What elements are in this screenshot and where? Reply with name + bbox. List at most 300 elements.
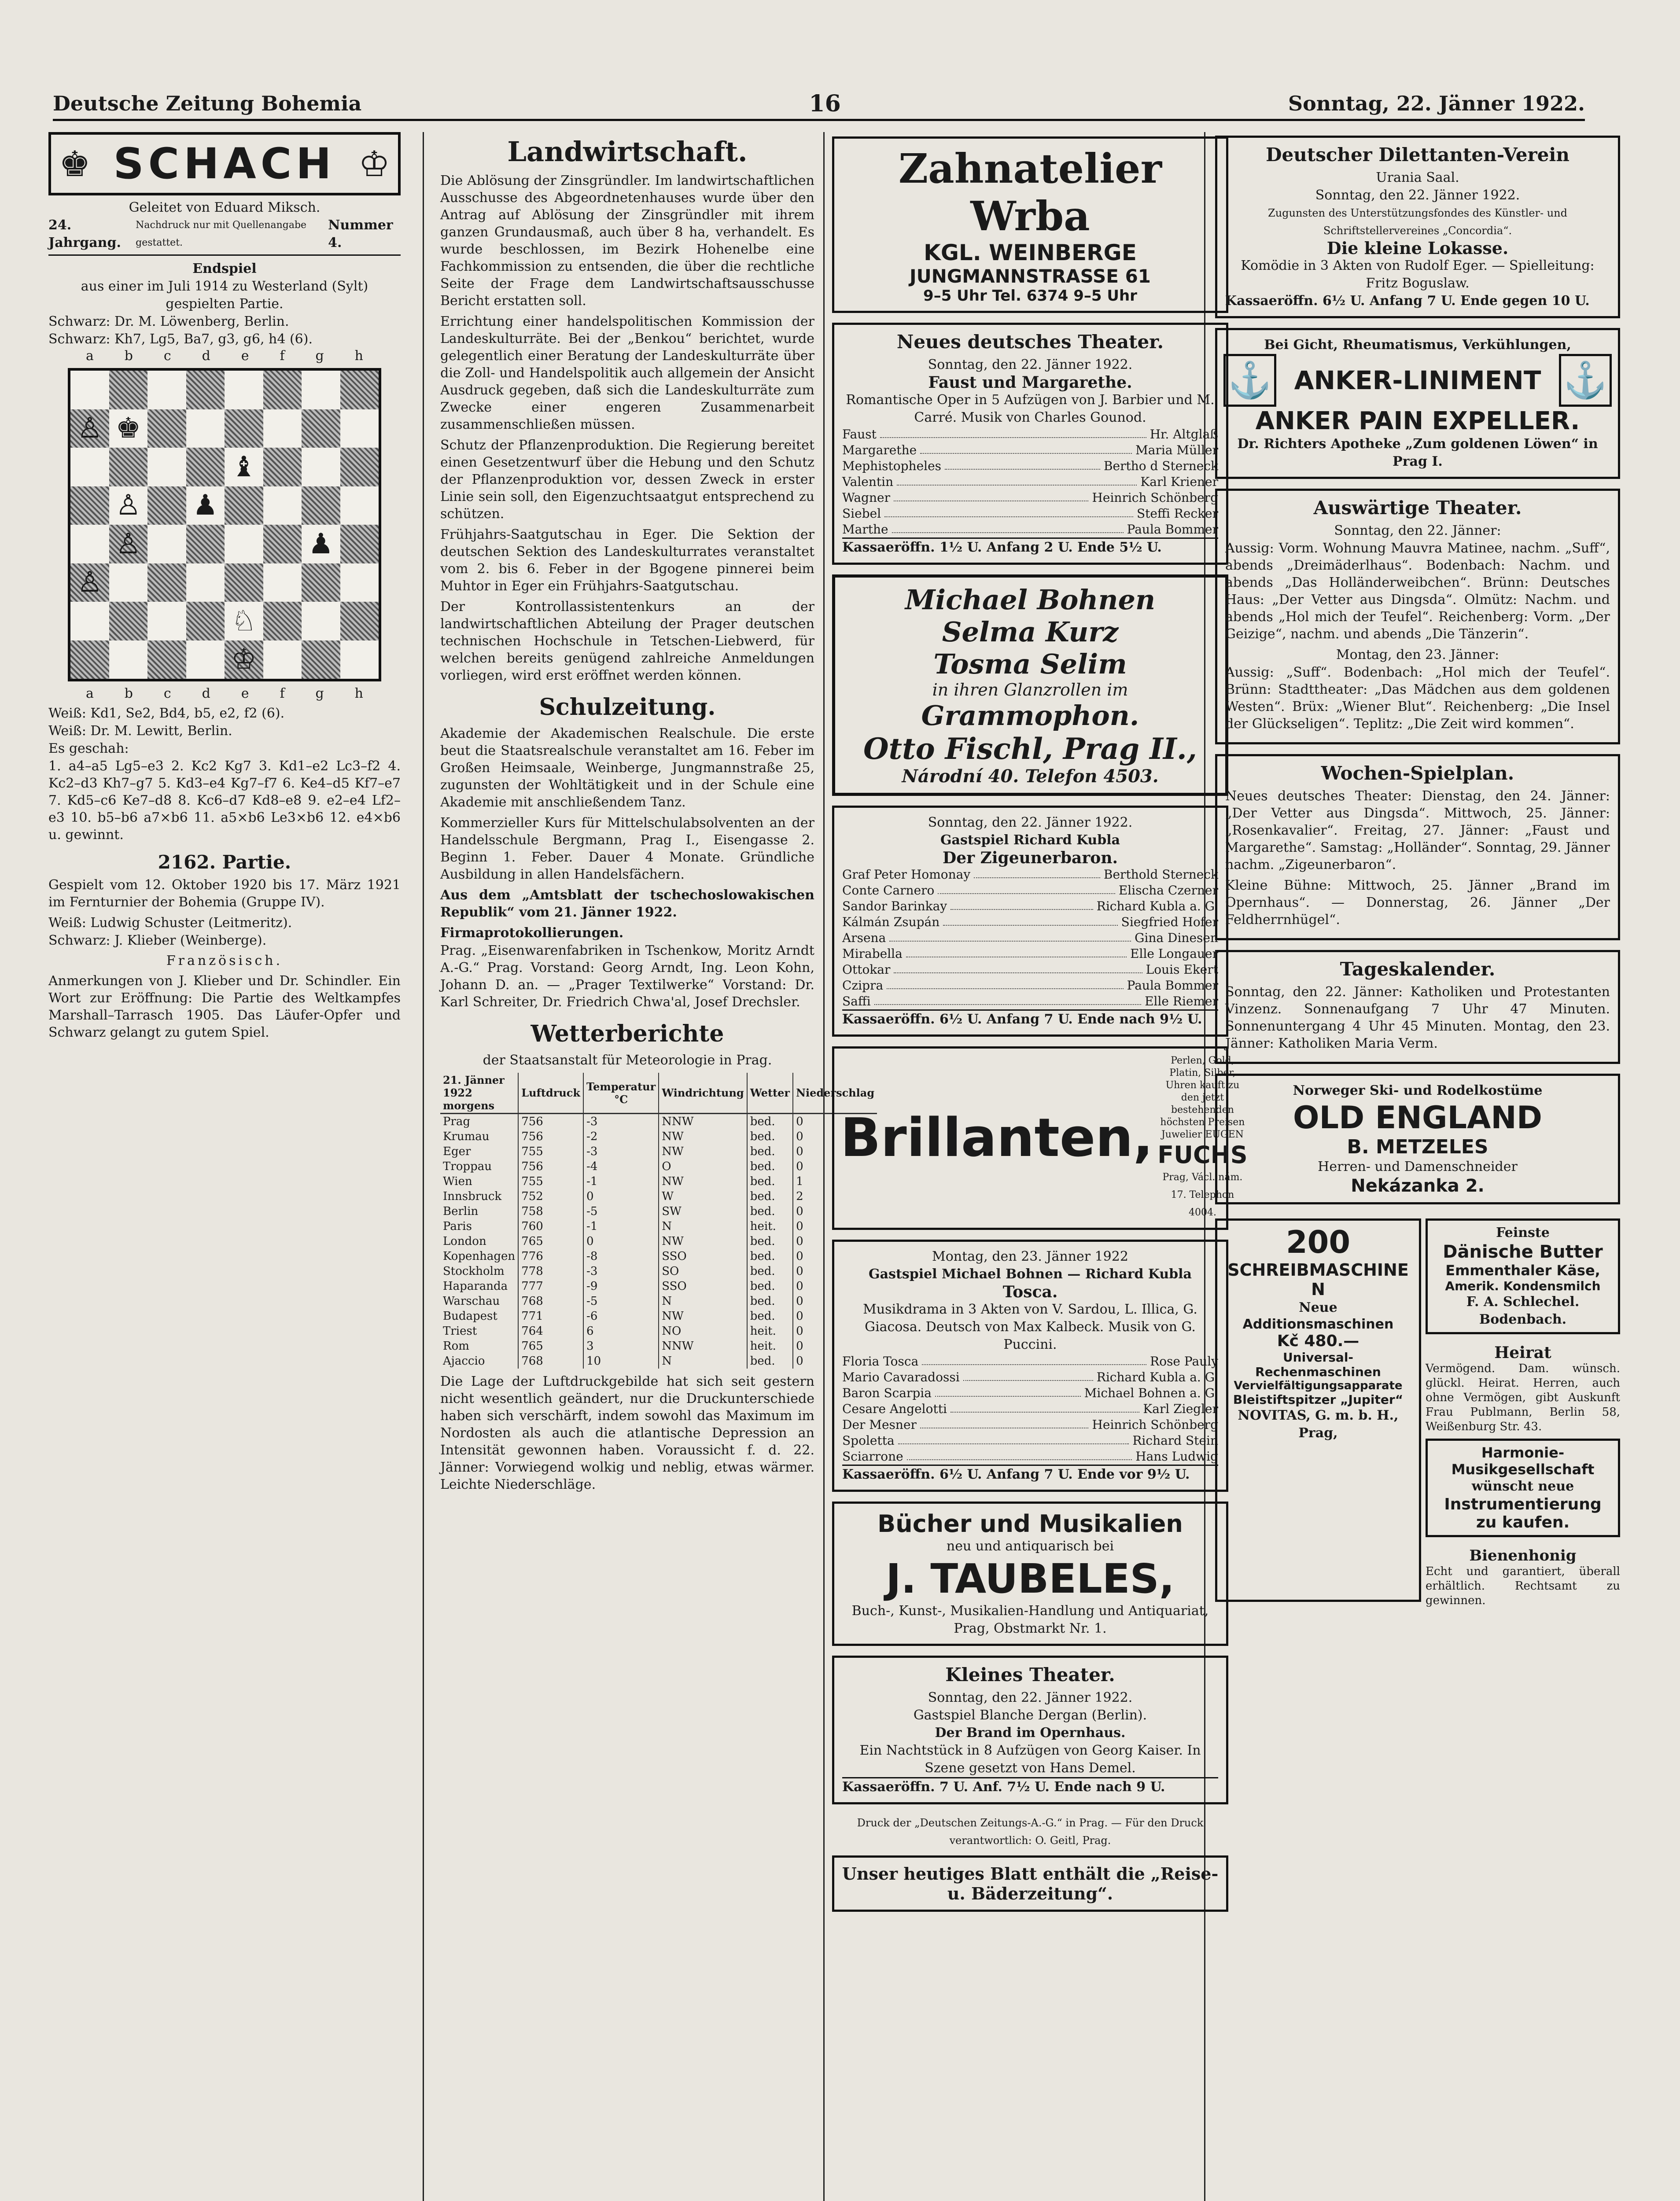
weather-value: heit. xyxy=(747,1219,793,1234)
kleines-theater-program xyxy=(832,1656,1228,1804)
weather-value: 0 xyxy=(793,1294,877,1309)
zigeuner-guest: Gastspiel Richard Kubla xyxy=(940,832,1120,848)
board-square xyxy=(302,602,340,640)
weather-value: 0 xyxy=(793,1264,877,1279)
board-square xyxy=(263,525,302,563)
cast-actor: Siegfried Hofer xyxy=(1121,915,1218,929)
right-column xyxy=(1215,132,1620,2201)
partie-info: Gespielt vom 12. Oktober 1920 bis 17. März 1921 im Fernturnier der Bohemia (Gruppe IV). xyxy=(48,877,401,910)
fuchs-address: Prag, Václ. nám. 17. Telephon 4004. xyxy=(1162,1172,1243,1218)
wrba-place: KGL. WEINBERGE xyxy=(924,240,1137,265)
schreib-count: 200 xyxy=(1286,1224,1351,1260)
weather-row xyxy=(440,1294,877,1309)
taubeles-headline: Bücher und Musikalien xyxy=(877,1510,1183,1538)
cast-actor: Elle Riemer xyxy=(1145,994,1218,1008)
board-square xyxy=(263,563,302,602)
board-square xyxy=(302,371,340,409)
weather-row xyxy=(440,1114,877,1130)
weather-value: 0 xyxy=(793,1279,877,1294)
neues-theater-info: Romantische Oper in 5 Aufzügen von J. Barbier und M. Carré. Musik von Charles Gounod. xyxy=(846,392,1215,425)
ad-product: Grammophon. xyxy=(921,699,1139,732)
weather-value: 0 xyxy=(583,1234,659,1249)
schreib-price: Kč 480.— xyxy=(1277,1332,1359,1350)
board-square xyxy=(302,448,340,486)
wochen-spielplan xyxy=(1215,754,1620,940)
board-square xyxy=(70,448,109,486)
weather-value: 3 xyxy=(583,1339,659,1354)
weather-subtitle: der Staatsanstalt für Meteorologie in Prag. xyxy=(483,1053,772,1068)
board-square xyxy=(263,602,302,640)
board-square xyxy=(225,448,263,486)
board-square xyxy=(109,525,148,563)
board-square xyxy=(340,409,379,448)
cast-row xyxy=(842,474,1218,490)
weather-row xyxy=(440,1339,877,1354)
tosca-info: Musikdrama in 3 Akten von V. Sardou, L. Illica, G. Giacosa. Deutsch von Max Kalbeck. Musik von G. Puccini. xyxy=(863,1302,1197,1352)
weather-station: Berlin xyxy=(443,1205,479,1218)
tosca-date: Montag, den 23. Jänner 1922 xyxy=(932,1249,1128,1264)
weather-value: NW xyxy=(659,1144,747,1159)
board-square xyxy=(225,640,263,679)
weather-value: 1 xyxy=(793,1174,877,1189)
weather-value: -5 xyxy=(583,1204,659,1219)
weather-row xyxy=(440,1174,877,1189)
dilettanten-info: Komödie in 3 Akten von Rudolf Eger. — Spielleitung: Fritz Boguslaw. xyxy=(1241,258,1595,291)
partie-number: 2162. Partie. xyxy=(158,851,291,873)
weather-value: 755 xyxy=(518,1144,583,1159)
weather-value: 6 xyxy=(583,1324,659,1339)
weather-title: Wetterberichte xyxy=(531,1020,724,1047)
anker-ad xyxy=(1215,328,1620,479)
board-square xyxy=(70,563,109,602)
weather-value: NNW xyxy=(659,1339,747,1354)
board-square xyxy=(109,371,148,409)
board-square xyxy=(302,640,340,679)
board-square xyxy=(186,640,225,679)
chess-piece-icon: ♘ xyxy=(231,604,257,637)
brillanten-headline: Brillanten, xyxy=(840,1108,1153,1169)
agriculture-paragraph: Errichtung einer handelspolitischen Kommission der Landeskulturräte. Bei der „Benkou“ berichtet, wurde gelegentlich einer Beratung der Landeskulturräte über die Zoll- und Handelspolitik auch allgemein der Ansicht Ausdruck gegeben, daß sich die Landeskulturräte zum Zwecke einer engeren Zusammenarbeit zusammenschließen müssen. xyxy=(440,314,814,432)
cast-row xyxy=(842,1401,1218,1417)
weather-value: O xyxy=(659,1159,747,1174)
board-square xyxy=(70,486,109,525)
firmen-title: Firmaprotokollierungen. xyxy=(440,925,624,941)
weather-value: W xyxy=(659,1189,747,1204)
black-player: Schwarz: Dr. M. Löwenberg, Berlin. xyxy=(48,314,289,329)
ad-artist-name: Michael Bohnen xyxy=(905,584,1156,616)
neues-theater-title: Neues deutsches Theater. xyxy=(896,331,1164,353)
weather-value: bed. xyxy=(747,1249,793,1264)
tages-title: Tageskalender. xyxy=(1340,958,1496,980)
weather-value: heit. xyxy=(747,1324,793,1339)
cast-role: Der Mesner xyxy=(842,1417,917,1432)
harmonie-name: Instrumentierung xyxy=(1444,1495,1602,1513)
cast-role: Wagner xyxy=(842,490,890,505)
weather-value: 755 xyxy=(518,1174,583,1189)
dilettanten-place: Urania Saal. xyxy=(1376,170,1459,185)
cast-actor: Richard Kubla a. G. xyxy=(1096,899,1218,913)
wrba-hours: 9–5 Uhr Tel. 6374 9–5 Uhr xyxy=(923,287,1137,305)
weather-station: Ajaccio xyxy=(443,1354,485,1368)
old-england-top: Norweger Ski- und Rodelkostüme xyxy=(1293,1083,1543,1098)
weather-value: NW xyxy=(659,1174,747,1189)
chess-section-title: SCHACH xyxy=(113,139,336,188)
dilettanten-text: Zugunsten des Unterstützungsfondes des Künstler- und Schriftstellervereines „Concordia“. xyxy=(1268,207,1567,237)
dilettanten-program xyxy=(1215,136,1620,318)
agriculture-paragraph: Die Ablösung der Zinsgründler. Im landwirtschaftlichen Ausschusse des Abgeordnetenhauses wurde über den Antrag auf Ablösung der Zinsgründler mit ihrem ganzen Grundausmaß, auch über 8 ha, verhandelt. Es wurde beschlossen, im Bezirk Hohenelbe eine Fachkommission zu entsenden, die über die rechtliche Seite der Frage dem Landwirtschaftsausschusse Bericht erstatten soll. xyxy=(440,173,814,309)
weather-row xyxy=(440,1279,877,1294)
board-square xyxy=(225,409,263,448)
weather-station: Innsbruck xyxy=(443,1190,502,1203)
weather-station: Haparanda xyxy=(443,1280,508,1293)
partie-white: Weiß: Ludwig Schuster (Leitmeritz). xyxy=(48,915,292,931)
dilettanten-work: Die kleine Lokasse. xyxy=(1326,238,1509,258)
cast-role: Saffi xyxy=(842,994,871,1008)
fuchs-text: Perlen, Gold, Platin, Silber, Uhren kauft zu den jetzt bestehenden höchsten Preisen Juwelier EUGEN xyxy=(1160,1055,1245,1140)
weather-value: 768 xyxy=(518,1294,583,1309)
weather-value: bed. xyxy=(747,1294,793,1309)
weather-station: Stockholm xyxy=(443,1265,505,1278)
schreib-new: Neue xyxy=(1299,1300,1337,1315)
bohnen-grammophon-ad xyxy=(832,574,1228,796)
butter-name: Dänische Butter xyxy=(1443,1242,1603,1262)
chess-year: 24. Jahrgang. xyxy=(48,217,121,250)
neues-theater-program xyxy=(832,323,1228,565)
cast-role: Sciarrone xyxy=(842,1449,903,1464)
cast-row xyxy=(842,883,1218,898)
weather-value: 768 xyxy=(518,1354,583,1369)
weather-station: Kopenhagen xyxy=(443,1250,516,1263)
weather-station: Troppau xyxy=(443,1160,492,1173)
board-square xyxy=(302,409,340,448)
weather-value: 758 xyxy=(518,1204,583,1219)
weather-value: 2 xyxy=(793,1189,877,1204)
ad-firm: Otto Fischl, Prag II., xyxy=(863,732,1197,766)
cast-row xyxy=(842,994,1218,1009)
wochen-title: Wochen-Spielplan. xyxy=(1321,762,1514,784)
weather-row xyxy=(440,1159,877,1174)
board-square xyxy=(186,602,225,640)
cast-actor: Elischa Czerner xyxy=(1118,883,1218,898)
board-square xyxy=(186,448,225,486)
weather-row xyxy=(440,1204,877,1219)
board-square xyxy=(302,525,340,563)
schreib-rechen: Universal-Rechenmaschinen xyxy=(1255,1350,1381,1379)
butter-ad xyxy=(1426,1218,1620,1334)
weather-value: SSO xyxy=(659,1249,747,1264)
bottom-ads-row xyxy=(1215,1214,1620,1612)
auswaertige-date: Sonntag, den 22. Jänner: xyxy=(1334,523,1501,538)
board-square xyxy=(340,371,379,409)
cast-actor: Gina Dinesen xyxy=(1135,931,1218,945)
amtsblatt-heading: Aus dem „Amtsblatt der tschechoslowakischen Republik“ vom 21. Jänner 1922. xyxy=(440,887,814,920)
weather-value: 10 xyxy=(583,1354,659,1369)
school-paragraph: Kommerzieller Kurs für Mittelschulabsolventen an der Handelsschule Bergmann, Prag I., Eisengasse 2. Beginn 1. Feber. Dauer 4 Monate. Gründliche Ausbildung in allen Handelsfächern. xyxy=(440,815,814,882)
board-square xyxy=(147,640,186,679)
anker-pharmacy: Dr. Richters Apotheke „Zum goldenen Löwen“ in Prag I. xyxy=(1237,436,1598,469)
white-pieces: Weiß: Kd1, Se2, Bd4, b5, e2, f2 (6). xyxy=(48,706,285,721)
cast-actor: Heinrich Schönberg xyxy=(1092,1417,1218,1432)
weather-value: bed. xyxy=(747,1159,793,1174)
board-square xyxy=(109,563,148,602)
issue-date: Sonntag, 22. Jänner 1922. xyxy=(1288,92,1585,115)
weather-value: -6 xyxy=(583,1309,659,1324)
weather-value: -1 xyxy=(583,1174,659,1189)
cast-role: Siebel xyxy=(842,506,881,521)
cast-row xyxy=(842,1433,1218,1449)
chess-piece-icon: ♔ xyxy=(231,643,257,676)
bienen-title: Bienenhonig xyxy=(1469,1547,1577,1564)
old-england-ad xyxy=(1215,1074,1620,1204)
board-square xyxy=(225,602,263,640)
cast-role: Marthe xyxy=(842,522,888,537)
weather-value: SSO xyxy=(659,1279,747,1294)
taubeles-name: J. TAUBELES, xyxy=(886,1555,1175,1602)
cast-role: Conte Carnero xyxy=(842,883,935,898)
board-square xyxy=(340,525,379,563)
board-square xyxy=(109,640,148,679)
weather-value: -1 xyxy=(583,1219,659,1234)
auswaertige-text: Aussig: Vorm. Wohnung Mauvra Matinee, nachm. „Suff“, abends „Dreimäderlhaus“. Bodenbach: Nachm. und abends „Das Holländerweibchen“. Brünn: Deutsches Haus: „Der Vetter aus Dingsda“. Olmütz: Nachm. und abends „Hol mich der Teufel“. Reichenberg: Vorm. „Der Geizige“, nachm. und abends „Die Tänzerin“. xyxy=(1225,541,1610,642)
weather-row xyxy=(440,1129,877,1144)
weather-value: N xyxy=(659,1354,747,1369)
weather-station: London xyxy=(443,1235,486,1248)
heirat-ad xyxy=(1426,1344,1620,1434)
page-header xyxy=(53,88,1585,121)
weather-row xyxy=(440,1324,877,1339)
tosca-program xyxy=(832,1240,1228,1492)
tosca-cast-list xyxy=(842,1354,1218,1465)
weather-value: 776 xyxy=(518,1249,583,1264)
problem-title: Endspiel xyxy=(192,261,257,276)
weather-value: -3 xyxy=(583,1114,659,1130)
cast-row xyxy=(842,458,1218,474)
chess-piece-icon: ♟ xyxy=(192,489,218,522)
cast-row xyxy=(842,490,1218,506)
ad-artist-name: Tosma Selim xyxy=(933,648,1127,680)
small-ads-stack xyxy=(1426,1214,1620,1612)
cast-actor: Rose Pauly xyxy=(1150,1354,1218,1369)
weather-value: NO xyxy=(659,1324,747,1339)
old-england-name: OLD ENGLAND xyxy=(1293,1100,1542,1136)
auswaertige-date-2: Montag, den 23. Jänner: xyxy=(1336,647,1499,663)
weather-station: Budapest xyxy=(443,1310,497,1323)
weather-value: -2 xyxy=(583,1129,659,1144)
board-square xyxy=(263,409,302,448)
cast-role: Ottokar xyxy=(842,962,891,977)
cast-actor: Karl Kriener xyxy=(1140,475,1218,489)
board-square xyxy=(186,486,225,525)
weather-station: Rom xyxy=(443,1340,469,1353)
schreib-firm: NOVITAS, G. m. b. H., Prag, xyxy=(1238,1408,1399,1441)
chess-note: Nachdruck nur mit Quellenangabe gestattet. xyxy=(136,220,307,248)
weather-row xyxy=(440,1354,877,1369)
weather-value: 756 xyxy=(518,1129,583,1144)
zigeunerbaron-program xyxy=(832,806,1228,1037)
harmonie-sub: wünscht neue xyxy=(1471,1479,1574,1494)
firmen-text: Prag. „Eisenwarenfabriken in Tschenkow, Moritz Arndt A.-G.“ Prag. Vorstand: Georg Arndt, Ing. Leon Kohn, Johann D. an. — „Prager Textilwerke“ Vorstand: Dr. Karl Schreiter, Dr. Friedrich Chwa'al, Josef Drechsler. xyxy=(440,943,814,1010)
ad-roles: in ihren Glanzrollen im xyxy=(932,680,1128,699)
board-square xyxy=(302,563,340,602)
taubeles-address: Buch-, Kunst-, Musikalien-Handlung und Antiquariat, Prag, Obstmarkt Nr. 1. xyxy=(851,1603,1209,1636)
board-square xyxy=(147,525,186,563)
weather-value: 0 xyxy=(793,1129,877,1144)
cast-role: Kálmán Zsupán xyxy=(842,915,940,929)
cast-row xyxy=(842,1449,1218,1465)
board-square xyxy=(147,602,186,640)
tages-text: Sonntag, den 22. Jänner: Katholiken und Protestanten Vinzenz. Sonnenaufgang 7 Uhr 47 Minuten. Sonnenuntergang 4 Uhr 45 Minuten. Montag, den 23. Jänner: Katholiken Maria Verm. xyxy=(1225,984,1610,1051)
weather-value: 752 xyxy=(518,1189,583,1204)
weather-value: 765 xyxy=(518,1339,583,1354)
cast-role: Valentin xyxy=(842,475,894,489)
weather-value: N xyxy=(659,1219,747,1234)
weather-station: Krumau xyxy=(443,1130,490,1143)
board-square xyxy=(340,448,379,486)
ad-artist-name: Selma Kurz xyxy=(942,616,1119,648)
butter-cheese: Emmenthaler Käse, xyxy=(1445,1262,1600,1279)
chess-meta-row xyxy=(48,217,401,256)
weather-row xyxy=(440,1249,877,1264)
cast-role: Sandor Barinkay xyxy=(842,899,947,913)
schreibmaschinen-ad xyxy=(1215,1218,1421,1602)
tosca-times: Kassaeröffn. 6½ U. Anfang 7 U. Ende vor 9½ U. xyxy=(842,1465,1218,1483)
agriculture-title: Landwirtschaft. xyxy=(507,136,748,168)
weather-value: 764 xyxy=(518,1324,583,1339)
cast-row xyxy=(842,1385,1218,1401)
board-square xyxy=(340,486,379,525)
kleines-theater-title: Kleines Theater. xyxy=(945,1664,1115,1686)
wrba-street: JUNGMANNSTRASSE 61 xyxy=(909,265,1151,287)
taubeles-sub: neu und antiquarisch bei xyxy=(946,1538,1114,1554)
anker-sub: ANKER PAIN EXPELLER. xyxy=(1255,407,1580,435)
heirat-title: Heirat xyxy=(1494,1343,1551,1362)
cast-role: Floria Tosca xyxy=(842,1354,919,1369)
board-square xyxy=(263,486,302,525)
kleines-info: Ein Nachtstück in 8 Aufzügen von Georg Kaiser. In Szene gesetzt von Hans Demel. xyxy=(859,1743,1201,1776)
bienen-text: Echt und garantiert, überall erhältlich. Rechtsamt zu gewinnen. xyxy=(1426,1565,1620,1607)
school-paragraph: Akademie der Akademischen Realschule. Die erste beut die Staatsrealschule veranstaltet am 16. Feber im Großen Heimsaale, Weinberge, Jungmannstraße 25, zugunsten der Wohltätigkeit und in der Schule eine Akademie mit anschließendem Tanz. xyxy=(440,726,814,810)
chess-piece-icon: ♚ xyxy=(115,412,141,445)
problem-source: aus einer im Juli 1914 zu Westerland (Sylt) gespielten Partie. xyxy=(81,279,368,312)
cast-actor: Paula Bommer xyxy=(1127,522,1218,537)
auswaertige-title: Auswärtige Theater. xyxy=(1313,497,1522,519)
board-files-top: a b c d e f g h xyxy=(85,348,363,364)
weather-value: 0 xyxy=(793,1159,877,1174)
dilettanten-times: Kassaeröffn. 6½ U. Anfang 7 U. Ende gegen 10 U. xyxy=(1225,293,1590,309)
schreib-addition: Additionsmaschinen xyxy=(1242,1317,1394,1332)
board-square xyxy=(225,371,263,409)
weather-value: bed. xyxy=(747,1354,793,1369)
weather-value: bed. xyxy=(747,1189,793,1204)
cast-actor: Richard Kubla a. G. xyxy=(1096,1370,1218,1384)
chess-piece-icon: ♟ xyxy=(308,527,334,560)
supplement-notice xyxy=(832,1855,1228,1912)
weather-value: N xyxy=(659,1294,747,1309)
chess-editor: Geleitet von Eduard Miksch. xyxy=(129,200,321,215)
weather-row xyxy=(440,1264,877,1279)
weather-row xyxy=(440,1234,877,1249)
cast-role: Arsena xyxy=(842,931,886,945)
weather-value: bed. xyxy=(747,1114,793,1130)
weather-value: bed. xyxy=(747,1309,793,1324)
weather-value: NW xyxy=(659,1234,747,1249)
tosca-guest: Gastspiel Michael Bohnen — Richard Kubla xyxy=(869,1266,1192,1282)
board-square xyxy=(340,640,379,679)
harmonie-ad xyxy=(1426,1439,1620,1537)
weather-value: 0 xyxy=(793,1219,877,1234)
cast-role: Mirabella xyxy=(842,946,903,961)
column-rule xyxy=(423,132,424,2201)
old-england-owner: B. METZELES xyxy=(1347,1136,1488,1158)
board-square xyxy=(109,409,148,448)
weather-value: bed. xyxy=(747,1144,793,1159)
heirat-text: Vermögend. Dam. wünsch. glückl. Heirat. Herren, auch ohne Vermögen, gibt Auskunft Frau Publmann, Berlin 58, Weißenburg Str. 43. xyxy=(1426,1362,1620,1433)
cast-row xyxy=(842,522,1218,537)
newspaper-name: Deutsche Zeitung Bohemia xyxy=(53,92,362,115)
cast-row xyxy=(842,867,1218,883)
page-number: 16 xyxy=(809,90,841,117)
chess-piece-icon: ♙ xyxy=(115,527,141,560)
board-square xyxy=(186,409,225,448)
cast-role: Mario Cavaradossi xyxy=(842,1370,960,1384)
cast-actor: Berthold Sterneck xyxy=(1103,867,1218,882)
cast-actor: Bertho d Sterneck xyxy=(1103,459,1218,473)
agriculture-paragraph: Frühjahrs-Saatgutschau in Eger. Die Sektion der deutschen Sektion des Landeskulturrates veranstaltet vom 2. bis 6. Feber in der Bgogene pinnerei beim Muhtor in Eger ein Frühjahrs-Saatgutschau. xyxy=(440,527,814,594)
board-square xyxy=(70,409,109,448)
weather-station: Warschau xyxy=(443,1295,500,1308)
weather-value: 765 xyxy=(518,1234,583,1249)
neues-theater-work: Faust und Margarethe. xyxy=(928,373,1132,392)
weather-value: bed. xyxy=(747,1279,793,1294)
cast-role: Margarethe xyxy=(842,443,917,457)
anker-note: Bei Gicht, Rheumatismus, Verkühlungen, xyxy=(1264,337,1571,353)
butter-milk: Amerik. Kondensmilch xyxy=(1445,1279,1601,1293)
auswaertige-theater xyxy=(1215,489,1620,744)
old-england-sub: Herren- und Damenschneider xyxy=(1318,1159,1518,1174)
weather-value: 756 xyxy=(518,1114,583,1130)
chess-king-icon: ♚ xyxy=(59,143,91,184)
weather-value: -9 xyxy=(583,1279,659,1294)
cast-actor: Paula Bommer xyxy=(1127,978,1218,993)
cast-actor: Karl Ziegler xyxy=(1143,1402,1218,1416)
cast-row xyxy=(842,442,1218,458)
weather-value: bed. xyxy=(747,1204,793,1219)
anchor-icon: ⚓ xyxy=(1223,354,1276,407)
cast-row xyxy=(842,427,1218,442)
weather-value: -5 xyxy=(583,1294,659,1309)
weather-station: Paris xyxy=(443,1220,472,1233)
taubeles-ad xyxy=(832,1502,1228,1646)
cast-row xyxy=(842,506,1218,522)
weather-value: bed. xyxy=(747,1174,793,1189)
board-square xyxy=(225,525,263,563)
weather-value: NNW xyxy=(659,1114,747,1130)
ad-address: Národní 40. Telefon 4503. xyxy=(902,766,1159,787)
weather-row xyxy=(440,1309,877,1324)
partie-black: Schwarz: J. Klieber (Weinberge). xyxy=(48,933,267,948)
tosca-work: Tosca. xyxy=(1002,1283,1058,1301)
board-square xyxy=(147,563,186,602)
chess-king-icon: ♔ xyxy=(358,143,390,184)
weather-value: 0 xyxy=(793,1309,877,1324)
board-square xyxy=(225,563,263,602)
weather-value: SW xyxy=(659,1204,747,1219)
weather-row xyxy=(440,1219,877,1234)
board-square xyxy=(147,448,186,486)
weather-station: Triest xyxy=(443,1325,477,1338)
board-square xyxy=(147,486,186,525)
anchor-icon: ⚓ xyxy=(1559,354,1612,407)
